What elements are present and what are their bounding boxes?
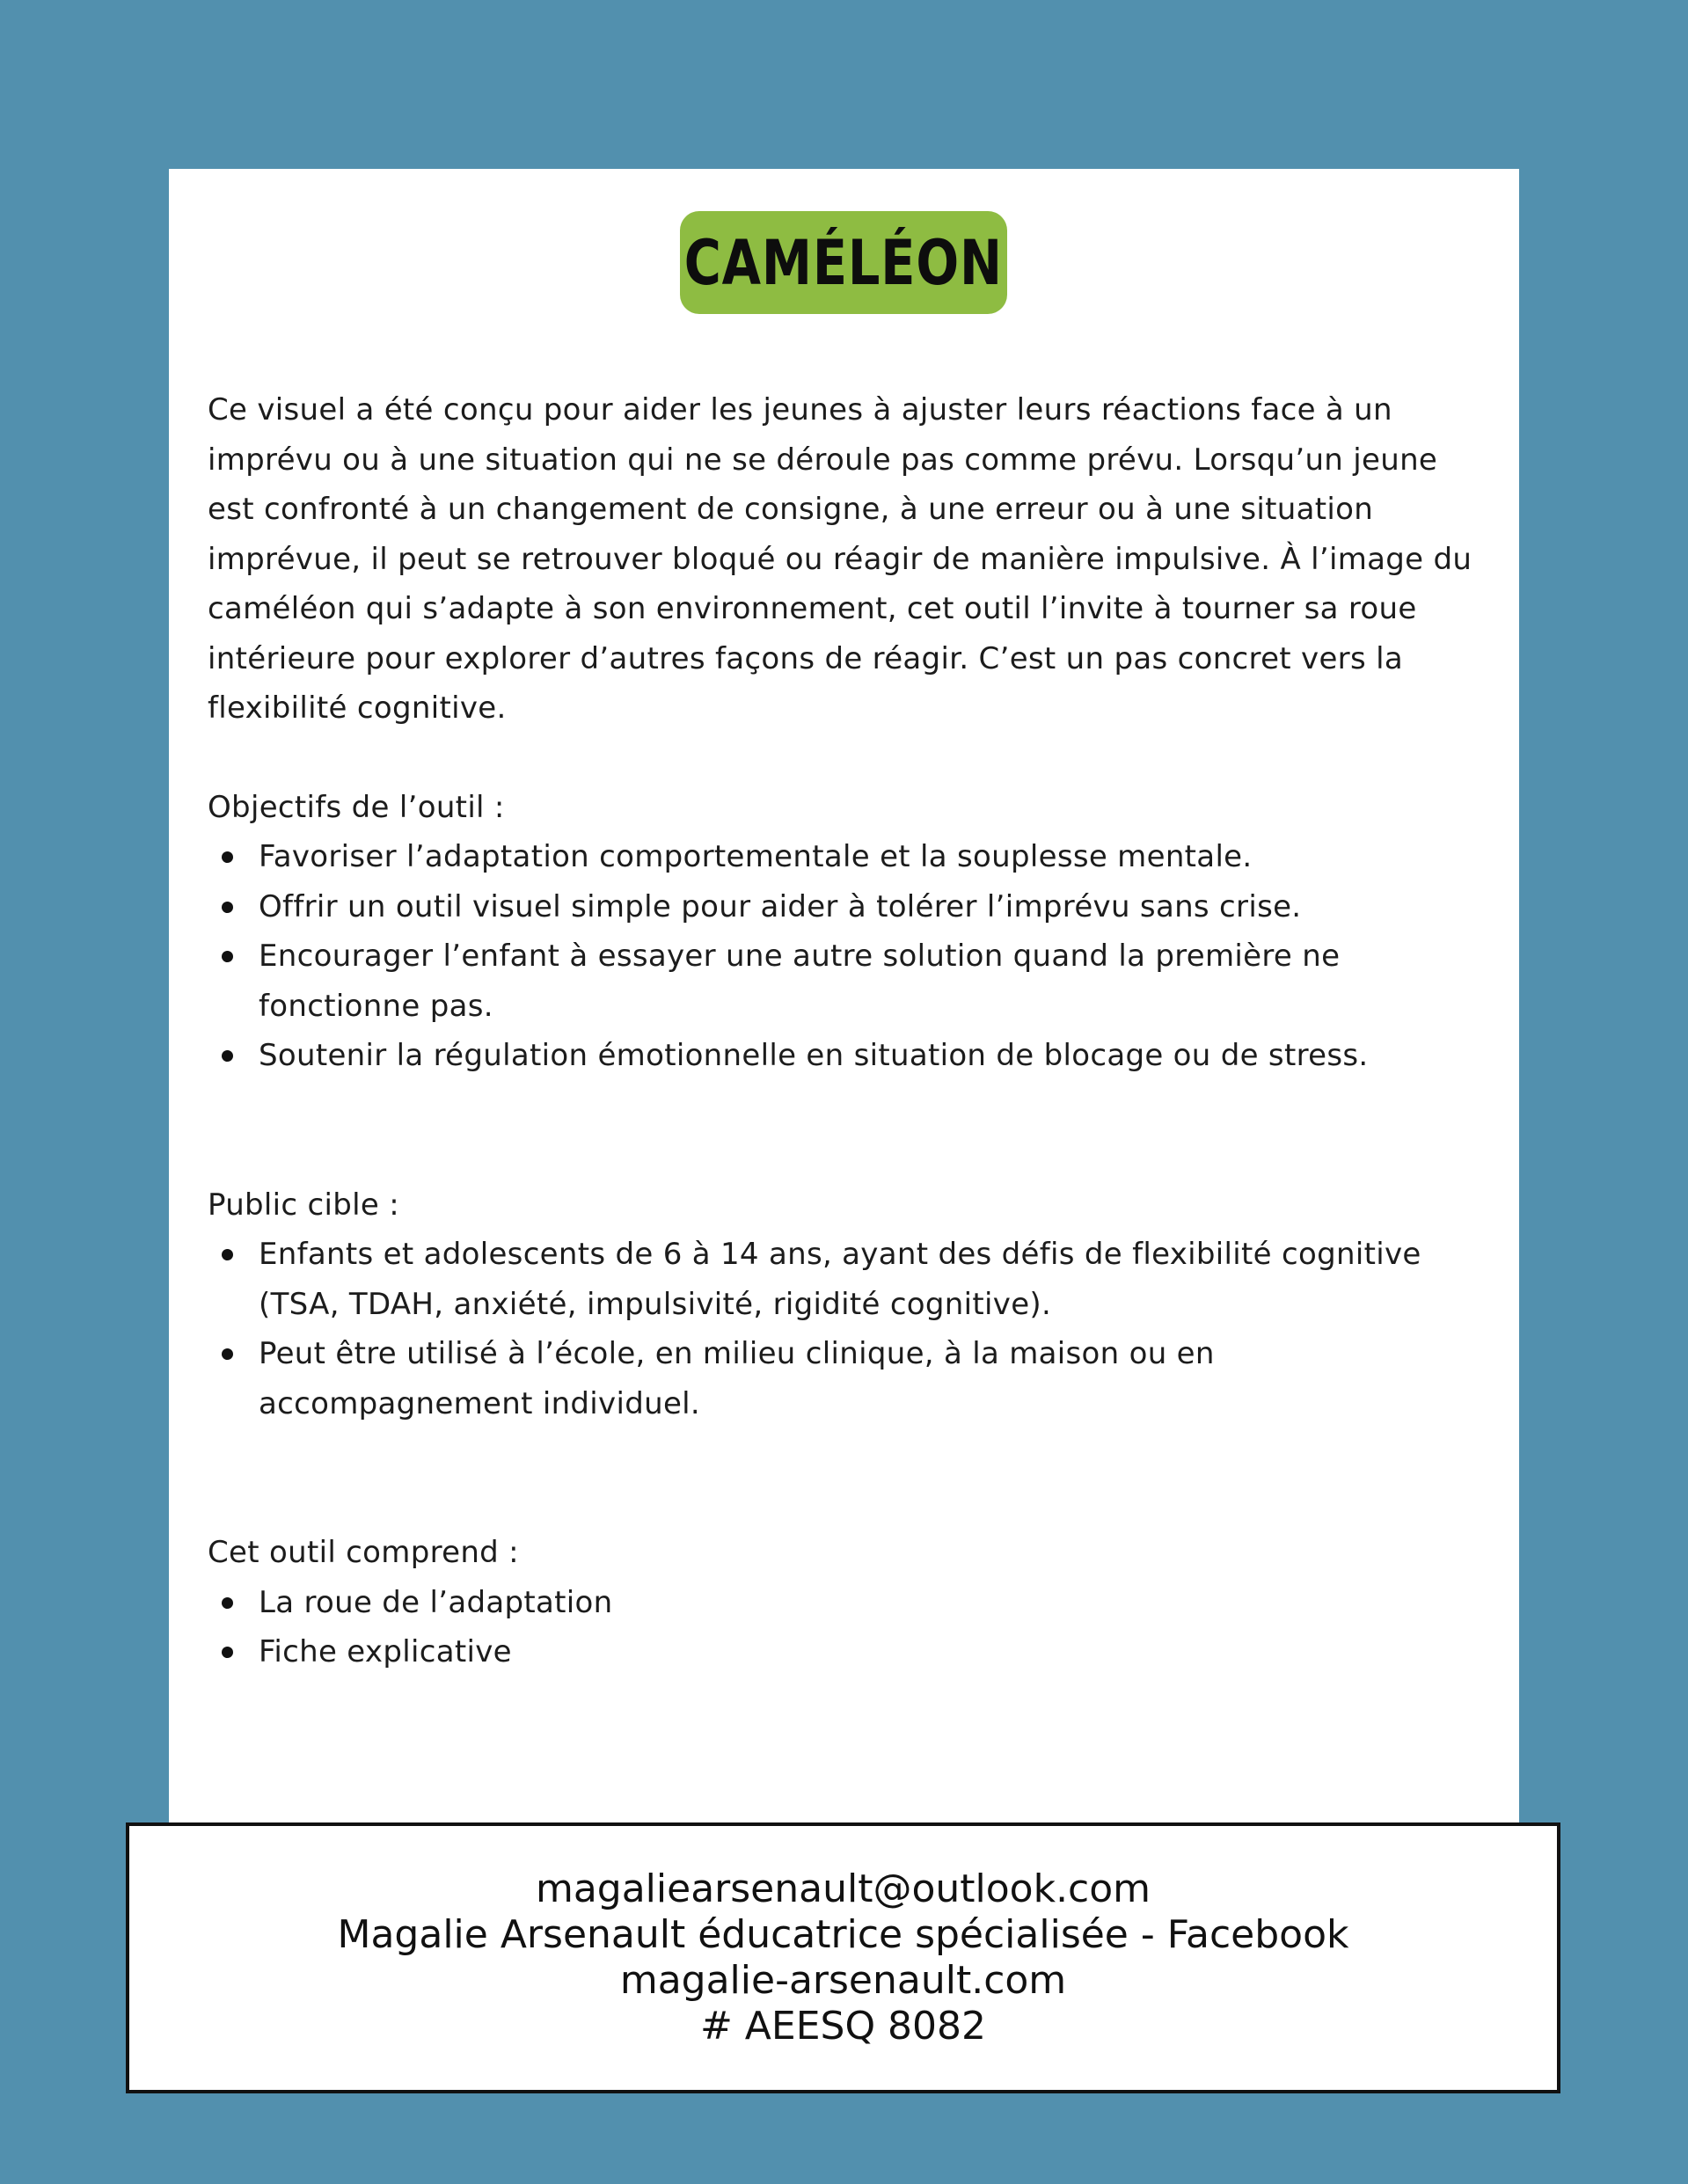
membership-number: # AEESQ 8082: [699, 2004, 987, 2049]
contact-footer: [126, 1822, 1560, 2093]
list-item: Offrir un outil visuel simple pour aider à tolérer l’imprévu sans crise.: [208, 882, 1492, 932]
contact-email: magaliearsenault@outlook.com: [535, 1866, 1151, 1911]
list-item: Favoriser l’adaptation comportementale et la souplesse mentale.: [208, 832, 1492, 882]
intro-paragraph: Ce visuel a été conçu pour aider les jeunes à ajuster leurs réactions face à un imprévu ou à une situation qui ne se déroule pas comme prévu. Lorsqu’un jeune est confronté à un changement de consigne, à une erreur ou à une situation imprévue, il peut se retrouver bloqué ou réagir de manière impulsive. À l’image du caméléon qui s’adapte à son environnement, cet outil l’invite à tourner sa roue intérieure pour explorer d’autres façons de réagir. C’est un pas concret vers la flexibilité cognitive.: [208, 392, 1472, 726]
includes-heading: Cet outil comprend :: [208, 1535, 519, 1570]
includes-list: [208, 1578, 1492, 1677]
objectives-list: [208, 832, 1492, 1081]
audience-heading: Public cible :: [208, 1187, 399, 1223]
page-title: CAMÉLÉON: [683, 226, 1004, 299]
list-item: Peut être utilisé à l’école, en milieu clinique, à la maison ou en accompagnement individuel.: [208, 1329, 1492, 1428]
list-item: Fiche explicative: [208, 1627, 1492, 1677]
list-item: Enfants et adolescents de 6 à 14 ans, ayant des défis de flexibilité cognitive (TSA, TDAH, anxiété, impulsivité, rigidité cognitive).: [208, 1230, 1492, 1329]
list-item: La roue de l’adaptation: [208, 1578, 1492, 1628]
title-badge: [680, 211, 1007, 314]
contact-facebook: Magalie Arsenault éducatrice spécialisée - Facebook: [337, 1912, 1349, 1957]
list-item: Encourager l’enfant à essayer une autre solution quand la première ne fonctionne pas.: [208, 931, 1492, 1031]
audience-list: [208, 1230, 1492, 1428]
objectives-heading: Objectifs de l’outil :: [208, 789, 505, 825]
document-body: [208, 385, 1492, 1677]
list-item: Soutenir la régulation émotionnelle en situation de blocage ou de stress.: [208, 1031, 1492, 1081]
contact-website: magalie-arsenault.com: [619, 1958, 1067, 2003]
